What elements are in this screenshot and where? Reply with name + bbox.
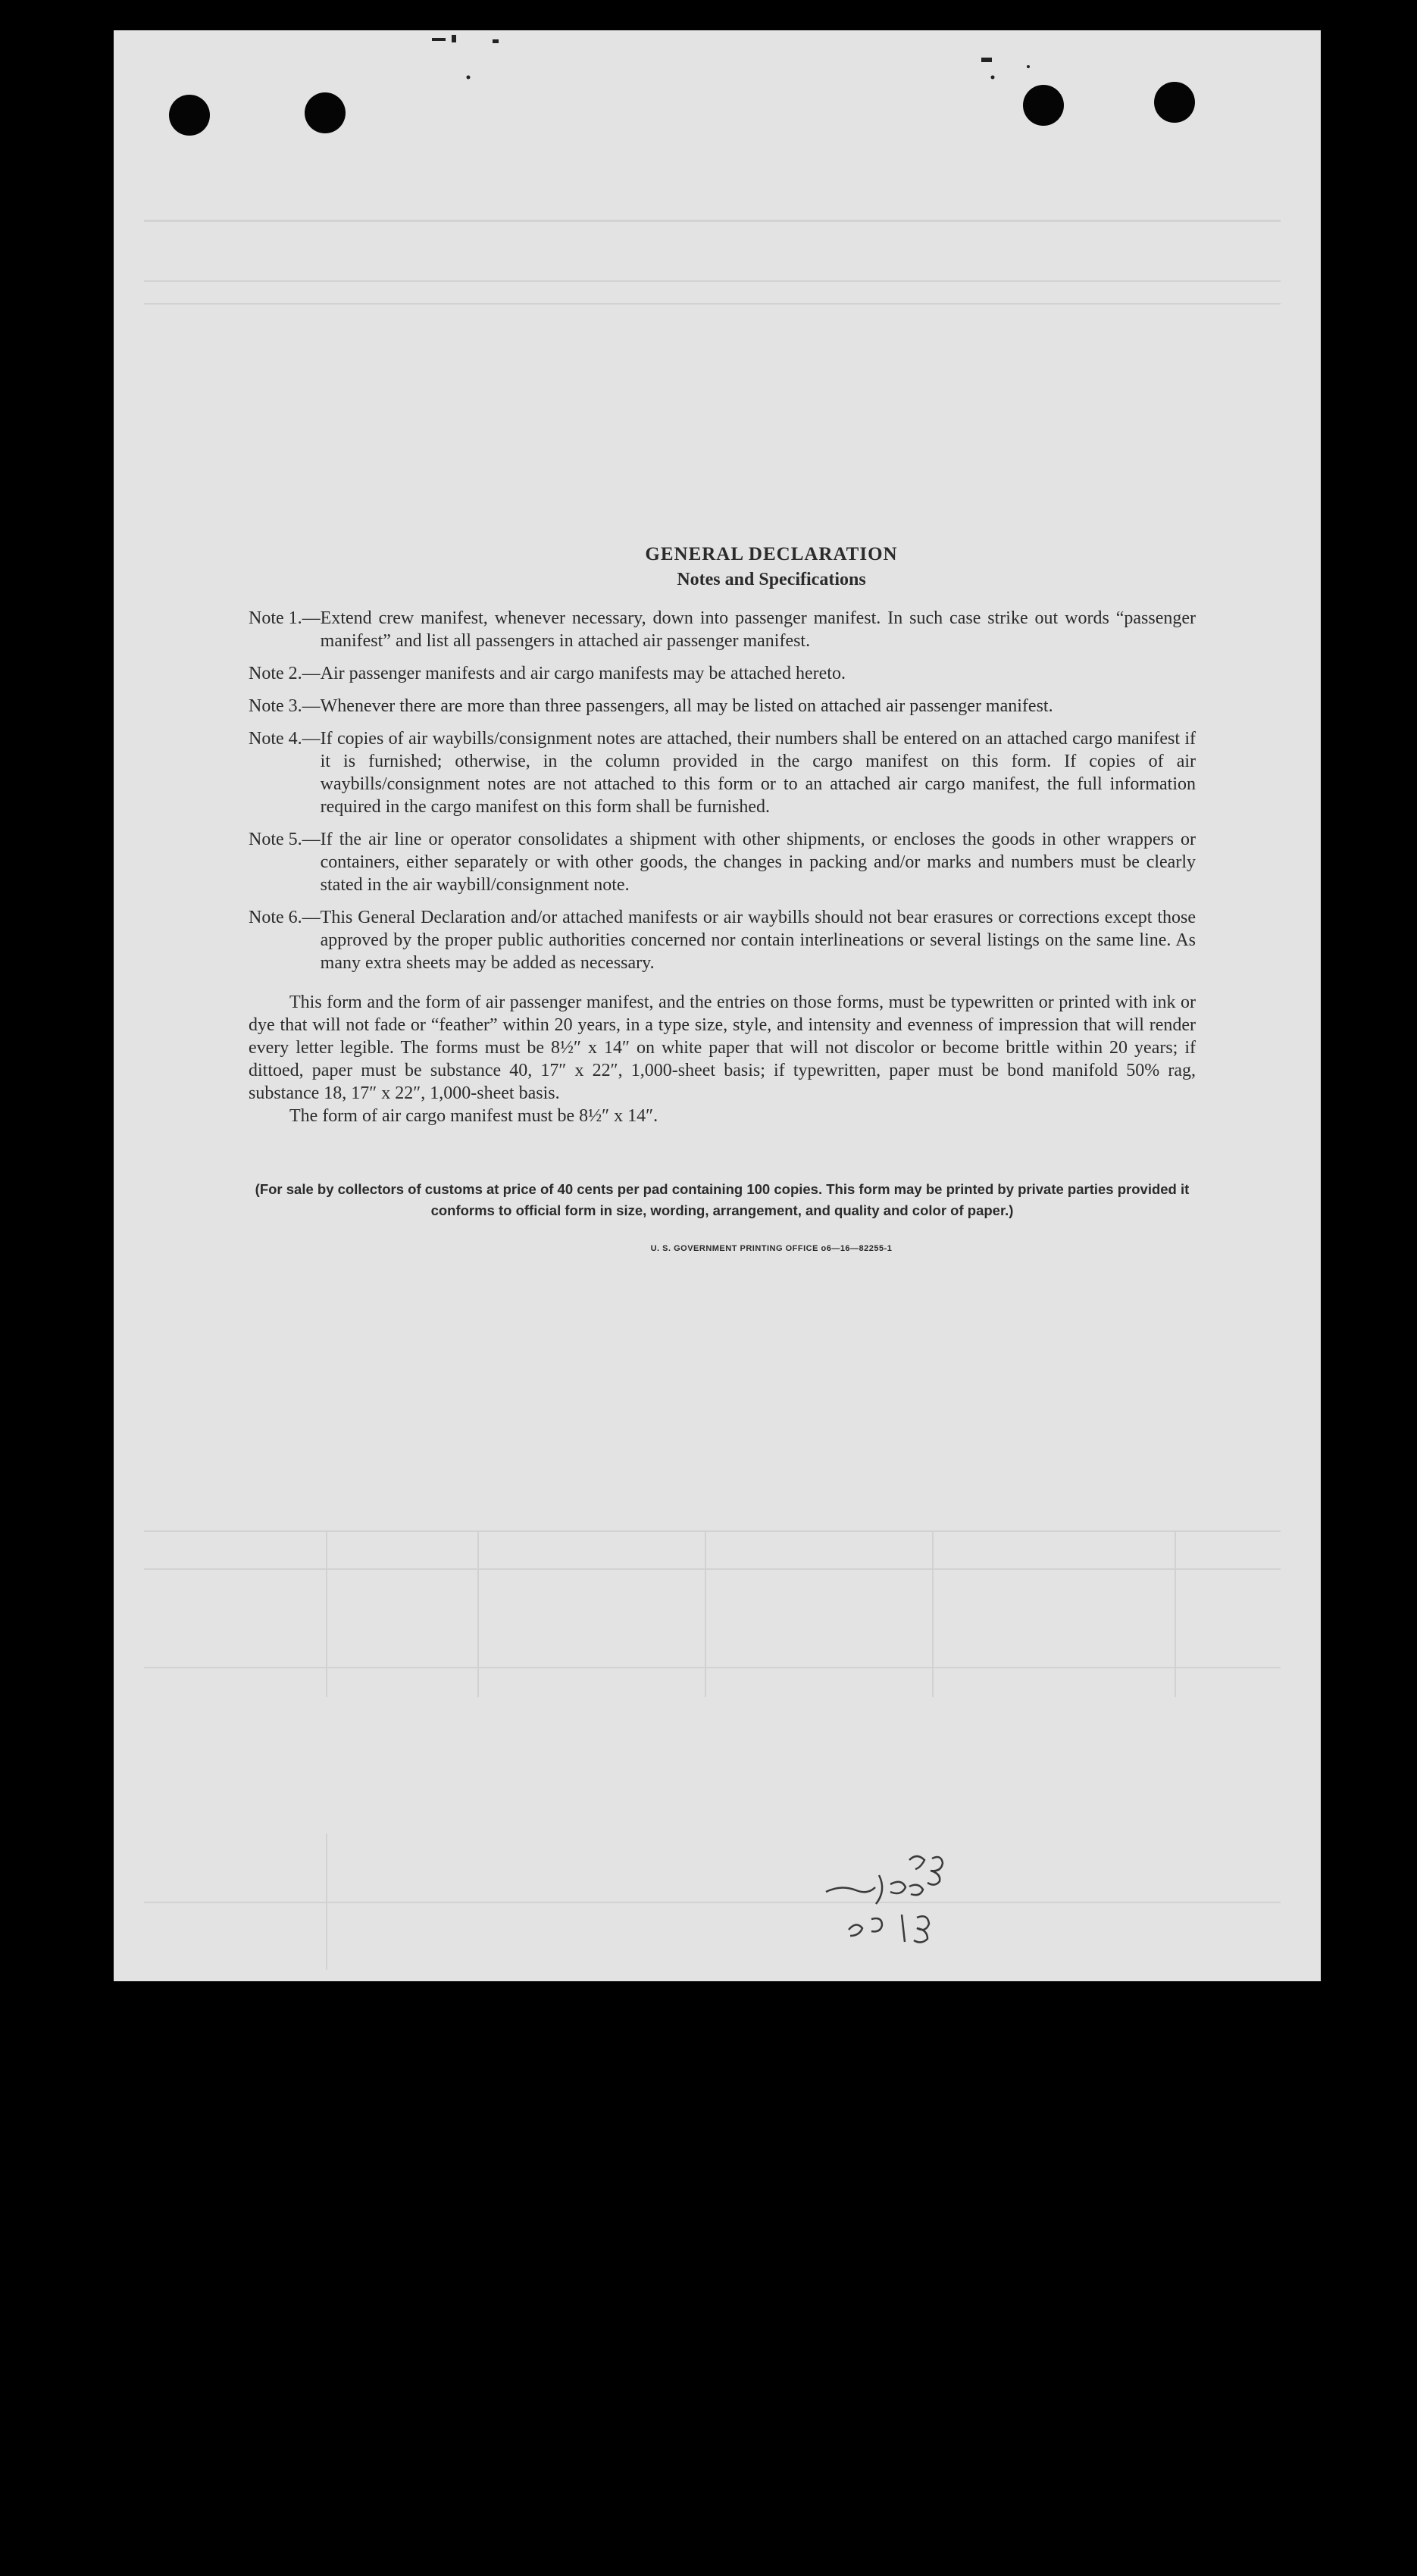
note-text: If copies of air waybills/consignment notes are attached, their numbers shall be entered on an attached cargo manifest if it is furnished; otherwise, in the column provided in the cargo manifest on this form. If copies of air waybills/consignment notes are not attached to this form or to an attached air cargo manifest, the full information required in the cargo manifest on this form shall be furnished. xyxy=(320,729,1196,817)
note-2 xyxy=(249,662,1196,685)
form-specification-paragraph: This form and the form of air passenger manifest, and the entries on those forms, must be typewritten or printed with ink or dye that will not fade or “feather” within 20 years, in a type size, style, and intensity and evenness of impression that will render every letter legible. The forms must be 8½″ x 14″ on white paper that will not discolor or become brittle within 20 years; if dittoed, paper must be substance 40, 17″ x 22″, 1,000-sheet basis; if typewritten, paper must be bond manifold 50% rag, substance 18, 17″ x 22″, 1,000-sheet basis. xyxy=(249,993,1196,1103)
document-page xyxy=(114,30,1321,1981)
bleed-through-rule xyxy=(326,1530,327,1697)
bleed-through-rule xyxy=(932,1530,934,1697)
notes-section xyxy=(249,544,1196,1253)
note-4 xyxy=(249,727,1196,818)
note-text: If the air line or operator consolidates a shipment with other shipments, or encloses the goods in other wrappers or containers, either separately or with other goods, the changes in packing and/or marks and numbers must be clearly stated in the air waybill/consignment note. xyxy=(320,830,1196,895)
bleed-through-rule xyxy=(1175,1530,1176,1697)
bleed-through-rule xyxy=(144,1530,1281,1532)
bleed-through-rule xyxy=(144,220,1281,222)
note-1 xyxy=(249,607,1196,652)
bleed-through-rule xyxy=(144,303,1281,305)
bleed-through-rule xyxy=(477,1530,479,1697)
note-5 xyxy=(249,828,1196,896)
sale-notice: (For sale by collectors of customs at price of 40 cents per pad containing 100 copies. This form may be printed by private parties provided it conforms to official form in size, wording, arrangement, and quality and color of paper.) xyxy=(255,1181,1190,1218)
handwritten-marks xyxy=(818,1845,970,1959)
note-label: Note 1.— xyxy=(249,608,321,628)
note-3 xyxy=(249,695,1196,717)
page-title: GENERAL DECLARATION xyxy=(645,544,898,564)
top-specks xyxy=(114,30,1321,136)
note-text: This General Declaration and/or attached manifests or air waybills should not bear erasures or corrections except those approved by the proper public authorities concerned nor contain interlineations or several listings on the same line. As many extra sheets may be added as necessary. xyxy=(320,908,1196,973)
note-label: Note 4.— xyxy=(249,729,321,749)
cargo-manifest-size-paragraph: The form of air cargo manifest must be 8½″ x 14″. xyxy=(289,1106,658,1126)
note-6 xyxy=(249,906,1196,974)
bleed-through-rule xyxy=(326,1834,327,1970)
note-label: Note 6.— xyxy=(249,908,321,927)
note-text: Whenever there are more than three passengers, all may be listed on attached air passenger manifest. xyxy=(320,696,1053,716)
note-label: Note 5.— xyxy=(249,830,321,849)
note-label: Note 2.— xyxy=(249,664,321,683)
page-subtitle: Notes and Specifications xyxy=(677,570,866,589)
bleed-through-rule xyxy=(705,1530,706,1697)
note-text: Extend crew manifest, whenever necessary, down into passenger manifest. In such case strike out words “passenger manifest” and list all passengers in attached air passenger manifest. xyxy=(320,608,1196,651)
bleed-through-rule xyxy=(144,1902,1281,1903)
note-text: Air passenger manifests and air cargo manifests may be attached hereto. xyxy=(320,664,846,683)
bleed-through-rule xyxy=(144,1667,1281,1668)
printer-imprint: U. S. GOVERNMENT PRINTING OFFICE o6—16—82255-1 xyxy=(650,1244,893,1253)
bleed-through-rule xyxy=(144,1568,1281,1570)
note-label: Note 3.— xyxy=(249,696,321,716)
bleed-through-rule xyxy=(144,280,1281,282)
